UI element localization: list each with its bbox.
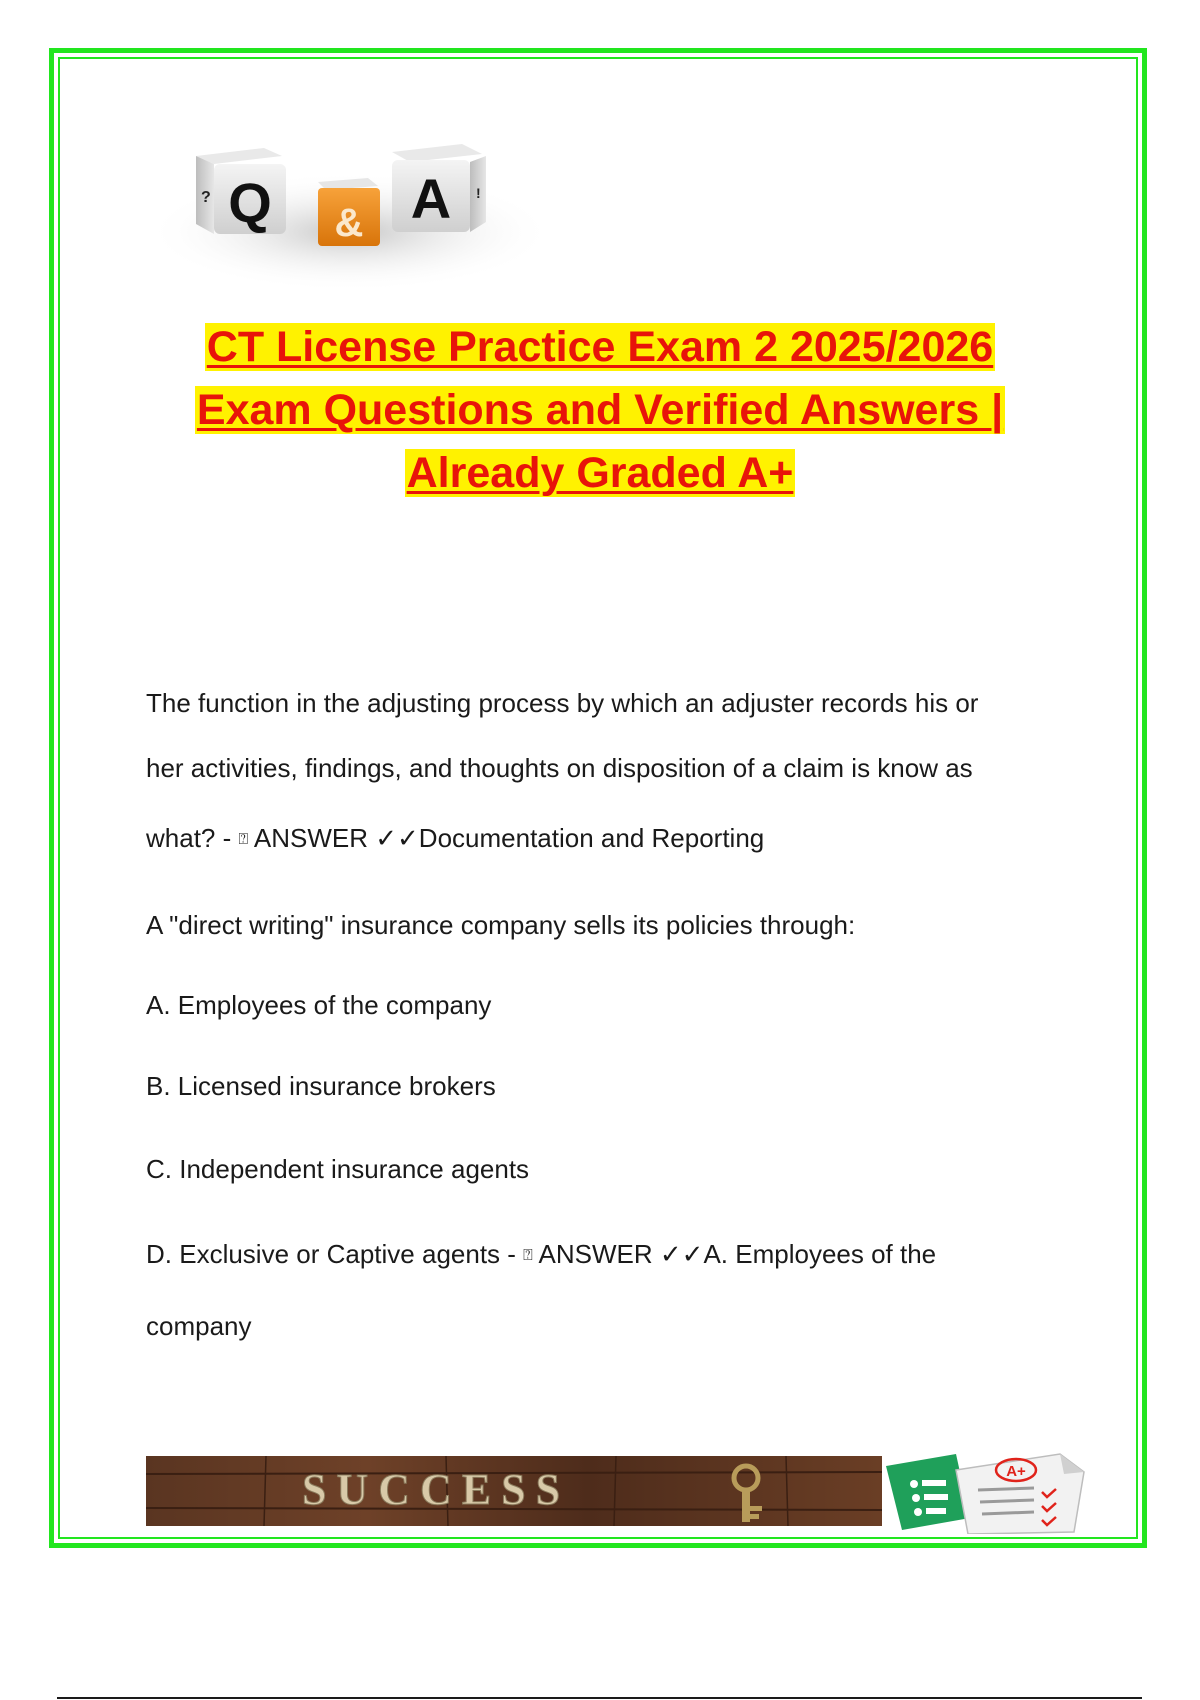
svg-text:A+: A+ [1006,1463,1026,1480]
question-2-answer: ANSWER ✓✓A. Employees of the [532,1239,937,1269]
svg-text:!: ! [476,185,481,201]
success-banner-image [146,1456,882,1526]
qa-dice-logo [146,112,554,302]
graded-paper-icon [884,1448,1088,1534]
svg-text:&: & [334,201,364,245]
question-1-answer: ANSWER ✓✓Documentation and Reporting [248,823,765,853]
svg-text:SUCCESS: SUCCESS [301,1465,571,1514]
option-a: A. Employees of the company [146,990,492,1020]
option-d [146,1239,1086,1270]
missing-glyph-icon: ⍰ [523,1247,533,1264]
title-line-2: Exam Questions and Verified Answers | [196,386,1004,434]
title-line-3: Already Graded A+ [406,449,794,497]
option-c: C. Independent insurance agents [146,1154,530,1184]
option-d-text: D. Exclusive or Captive agents - [146,1239,524,1269]
spreadsheet-icon [886,1454,970,1530]
missing-glyph-icon: ⍰ [238,831,249,848]
svg-text:?: ? [201,189,211,206]
question-2-answer-continued: company [146,1311,252,1341]
question-1-prefix: what? - [146,823,239,853]
question-1-line-3 [146,823,1086,854]
option-b: B. Licensed insurance brokers [146,1071,496,1101]
question-2-prompt: A "direct writing" insurance company sells its policies through: [146,910,856,940]
graded-paper [956,1454,1084,1534]
q-cube [196,148,286,234]
title-line-1: CT License Practice Exam 2 2025/2026 [206,323,994,371]
document-title [100,316,1100,505]
svg-text:Q: Q [228,171,272,234]
question-1-line-1: The function in the adjusting process by which an adjuster records his or [146,688,979,718]
question-1-line-2: her activities, findings, and thoughts on disposition of a claim is know as [146,753,973,783]
ampersand-cube [318,178,380,246]
a-cube [392,144,486,232]
svg-text:A: A [410,167,452,230]
footer-rule [57,1697,1142,1699]
